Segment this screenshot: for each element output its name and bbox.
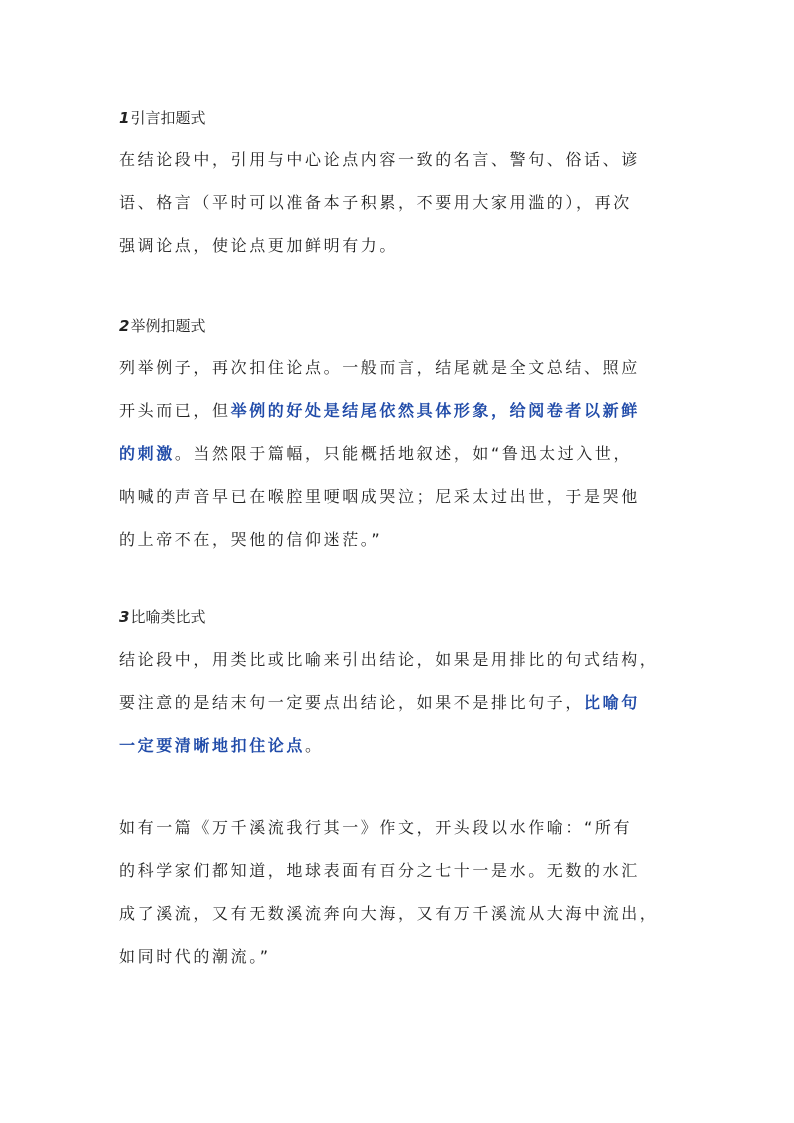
paragraph-line <box>119 432 687 475</box>
section-1-heading <box>119 108 205 128</box>
paragraph-line: 的科学家们都知道，地球表面有百分之七十一是水。无数的水汇 <box>119 861 640 880</box>
section-1-number: 1 <box>119 109 130 127</box>
section-1-paragraph <box>119 138 687 267</box>
plain-text: 。 <box>305 736 324 755</box>
paragraph-line: 成了溪流，又有无数溪流奔向大海，又有万千溪流从大海中流出， <box>119 904 659 923</box>
paragraph-line: 强调论点，使论点更加鲜明有力。 <box>119 236 399 255</box>
highlighted-text: 一定要清晰地扣住论点 <box>119 736 306 755</box>
section-2-title: 举例扣题式 <box>130 317 206 335</box>
paragraph-line: 结论段中，用类比或比喻来引出结论，如果是用排比的句式结构， <box>119 650 659 669</box>
paragraph-line: 呐喊的声音早已在喉腔里哽咽成哭泣；尼采太过出世，于是哭他 <box>119 487 640 506</box>
highlighted-text: 比喻句 <box>584 693 640 712</box>
example-paragraph <box>119 806 687 978</box>
section-2-heading <box>119 316 205 336</box>
paragraph-line: 语、格言（平时可以准备本子积累，不要用大家用滥的），再次 <box>119 193 632 212</box>
section-3-heading <box>119 607 205 627</box>
paragraph-line <box>119 724 687 767</box>
section-3-title: 比喻类比式 <box>130 608 206 626</box>
section-3-number: 3 <box>119 608 130 626</box>
paragraph-line: 如有一篇《万千溪流我行其一》作文，开头段以水作喻：“所有 <box>119 818 633 837</box>
paragraph-line: 在结论段中，引用与中心论点内容一致的名言、警句、俗话、谚 <box>119 150 640 169</box>
paragraph-line <box>119 681 687 724</box>
paragraph-line: 的上帝不在，哭他的信仰迷茫。” <box>119 530 383 549</box>
paragraph-line: 如同时代的潮流。” <box>119 947 271 966</box>
section-2-number: 2 <box>119 317 130 335</box>
plain-text: 开头而已，但 <box>119 401 231 420</box>
section-2-paragraph <box>119 346 687 561</box>
highlighted-text: 举例的好处是结尾依然具体形象，给阅卷者以新鲜 <box>230 401 640 420</box>
section-3-paragraph <box>119 638 687 767</box>
paragraph-line: 列举例子，再次扣住论点。一般而言，结尾就是全文总结、照应 <box>119 358 640 377</box>
plain-text: 要注意的是结末句一定要点出结论，如果不是排比句子， <box>119 693 585 712</box>
highlighted-text: 的刺激 <box>119 444 175 463</box>
paragraph-line <box>119 389 687 432</box>
plain-text: 。当然限于篇幅，只能概括地叙述，如“鲁迅太过入世， <box>174 444 633 463</box>
section-1-title: 引言扣题式 <box>130 109 206 127</box>
